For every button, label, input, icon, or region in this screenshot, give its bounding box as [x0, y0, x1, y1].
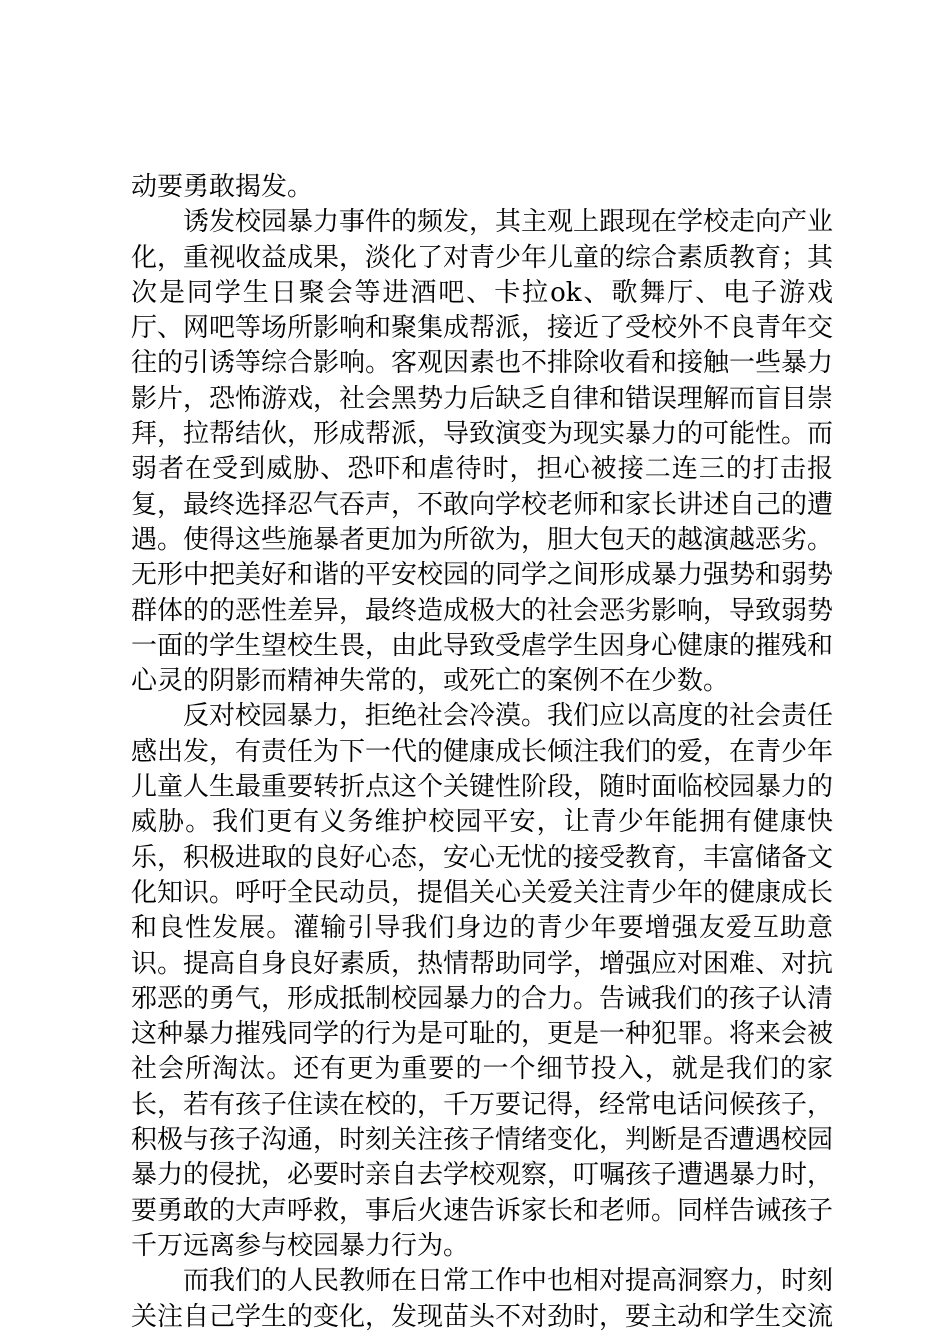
paragraph-teachers: 而我们的人民教师在日常工作中也相对提高洞察力，时刻关注自己学生的变化，发现苗头不对劲时，要主动和学生交流 — [131, 1266, 834, 1332]
paragraph-causes: 诱发校园暴力事件的频发，其主观上跟现在学校走向产业化，重视收益成果，淡化了对青少年儿童的综合素质教育；其次是同学生日聚会等进酒吧、卡拉ok、歌舞厅、电子游戏厅、网吧等场所影响和聚集成帮派，接近了受校外不良青年交往的引诱等综合影响。客观因素也不排除收看和接触一些暴力影片，恐怖游戏，社会黑势力后缺乏自律和错误理解而盲目崇拜，拉帮结伙，形成帮派，导致演变为现实暴力的可能性。而弱者在受到威胁、恐吓和虐待时，担心被接二连三的打击报复，最终选择忍气吞声，不敢向学校老师和家长讲述自己的遭遇。使得这些施暴者更加为所欲为，胆大包天的越演越恶劣。无形中把美好和谐的平安校园的同学之间形成暴力强势和弱势群体的的恶性差异，最终造成极大的社会恶劣影响，导致弱势一面的学生望校生畏，由此导致受虐学生因身心健康的摧残和心灵的阴影而精神失常的，或死亡的案例不在少数。 — [131, 207, 834, 697]
document-body — [131, 170, 833, 1335]
paragraph-oppose-violence: 反对校园暴力，拒绝社会冷漠。我们应以高度的社会责任感出发，有责任为下一代的健康成长倾注我们的爱，在青少年儿童人生最重要转折点这个关键性阶段，随时面临校园暴力的威胁。我们更有义务维护校园平安，让青少年能拥有健康快乐，积极进取的良好心态，安心无忧的接受教育，丰富储备文化知识。呼吁全民动员，提倡关心关爱关注青少年的健康成长和良性发展。灌输引导我们身边的青少年要增强友爱互助意识。提高自身良好素质，热情帮助同学，增强应对困难、对抗邪恶的勇气，形成抵制校园暴力的合力。告诫我们的孩子认清这种暴力摧残同学的行为是可耻的，更是一种犯罪。将来会被社会所淘汰。还有更为重要的一个细节投入，就是我们的家长，若有孩子住读在校的，千万要记得，经常电话问候孩子，积极与孩子沟通，时刻关注孩子情绪变化，判断是否遭遇校园暴力的侵扰，必要时亲自去学校观察，叮嘱孩子遭遇暴力时，要勇敢的大声呼救，事后火速告诉家长和老师。同样告诫孩子千万远离参与校园暴力行为。 — [131, 701, 834, 1261]
paragraph-continued: 动要勇敢揭发。 — [131, 172, 314, 202]
